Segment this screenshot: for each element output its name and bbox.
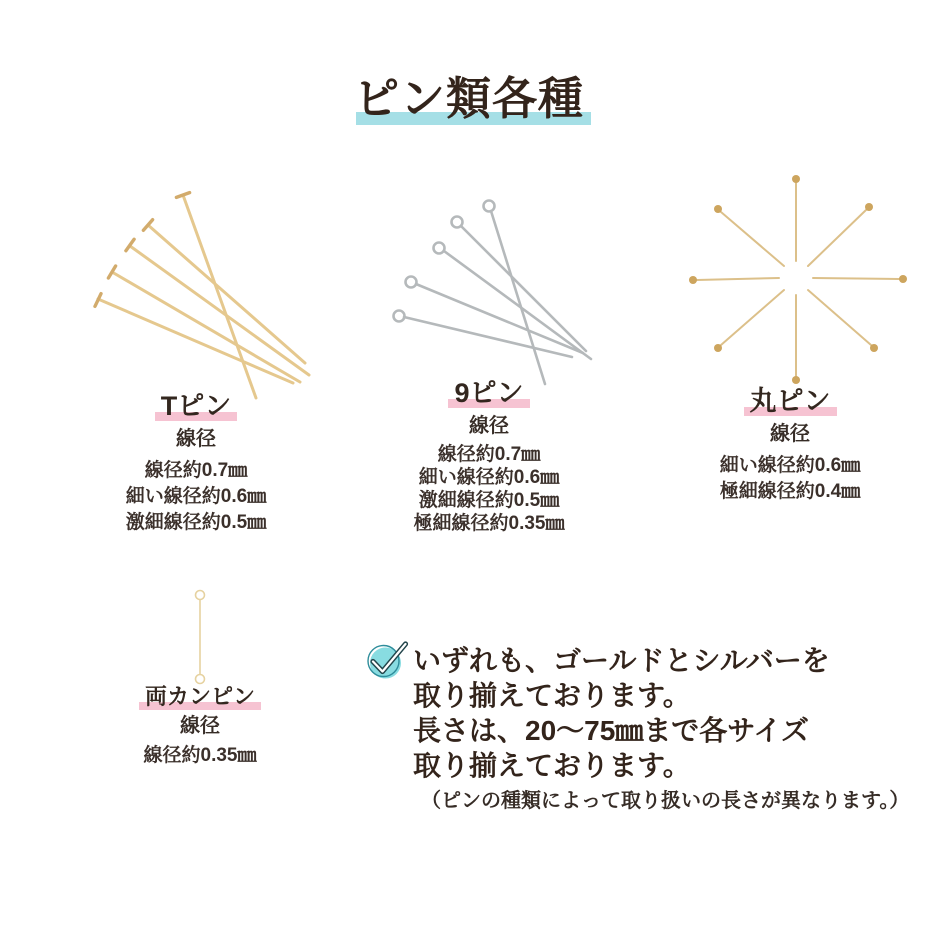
spec-line: 激細線径約0.5㎜: [125, 512, 267, 533]
note-line: 取り揃えております。: [413, 750, 691, 781]
note-line: 取り揃えております。: [413, 680, 691, 711]
spec-line: 激細線径約0.5㎜: [418, 490, 560, 511]
pin-name-highlight: 9ピン: [448, 378, 529, 408]
nine-pins-illustration: [385, 185, 625, 390]
diameter-label: 線径: [770, 423, 810, 445]
pin-name-highlight: 丸ピン: [744, 386, 837, 416]
diameter-label: 線径: [176, 428, 216, 450]
t-pins-illustration: [85, 185, 335, 400]
round-pins-illustration: [678, 162, 918, 392]
spec-line: 極細線径約0.35㎜: [413, 513, 565, 534]
section-title: [381, 378, 597, 408]
diameter-label: 線径: [469, 415, 509, 437]
section-title: [92, 684, 308, 710]
spec-list: [381, 443, 597, 535]
spec-line: 線径約0.7㎜: [144, 460, 248, 481]
note-line: いずれも、ゴールドとシルバーを: [413, 645, 830, 676]
section-title: [88, 391, 304, 421]
section-title: [682, 386, 898, 416]
page-title: ピン類各種: [353, 73, 585, 124]
spec-list: [92, 743, 308, 769]
pin-name-highlight: 両カンピン: [139, 684, 261, 710]
section-t-pin: [88, 391, 304, 536]
spec-line: 線径約0.7㎜: [437, 444, 541, 465]
diameter-label: 線径: [180, 715, 220, 737]
spec-line: 細い線径約0.6㎜: [418, 467, 560, 488]
section-round-pin: [682, 386, 898, 505]
spec-line: 細い線径約0.6㎜: [719, 455, 861, 476]
availability-note: [413, 643, 909, 814]
check-icon: [364, 638, 412, 684]
spec-line: 極細線径約0.4㎜: [719, 481, 861, 502]
section-double-loop-pin: [92, 684, 308, 769]
spec-line: 線径約0.35㎜: [143, 745, 257, 766]
spec-list: [88, 458, 304, 536]
double-loop-pin-illustration: [185, 583, 215, 688]
spec-list: [682, 453, 898, 505]
pin-name-highlight: Tピン: [155, 391, 238, 421]
spec-line: 細い線径約0.6㎜: [125, 486, 267, 507]
section-nine-pin: [381, 378, 597, 535]
note-caption: （ピンの種類によって取り扱いの長さが異なります。）: [421, 790, 910, 812]
note-line: 長さは、20〜75㎜まで各サイズ: [413, 715, 810, 746]
